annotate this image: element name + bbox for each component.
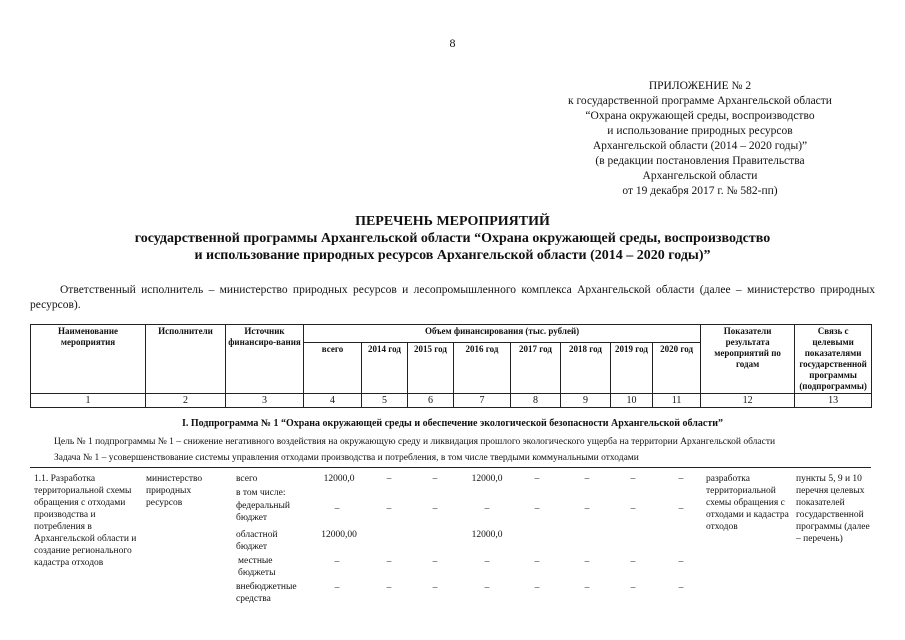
- header-result: Показатели результата мероприятий по годам: [701, 325, 795, 394]
- column-number: 10: [611, 394, 653, 408]
- header-source: Источник финансиро-вания: [226, 325, 304, 394]
- section-divider: [30, 467, 871, 468]
- source-label: федеральный бюджет: [236, 501, 290, 523]
- value-2020: –: [678, 583, 684, 593]
- header-executors: Исполнители: [146, 325, 226, 394]
- column-number: 9: [561, 394, 611, 408]
- item-link: пункты 5, 9 и 10 перечня целевых показателей государственной программы (далее – перечень): [796, 474, 870, 544]
- value-2018: –: [584, 474, 590, 484]
- column-number: 11: [653, 394, 701, 408]
- value-2018: –: [584, 583, 590, 593]
- value-total: –: [334, 504, 340, 514]
- value-2016: 12000,0: [471, 530, 503, 540]
- column-number: 7: [454, 394, 511, 408]
- column-number: 8: [511, 394, 561, 408]
- value-2016: –: [484, 504, 490, 514]
- appendix-line: (в редакции постановления Правительства: [595, 155, 805, 167]
- value-total: –: [334, 557, 340, 567]
- column-number: 13: [795, 394, 872, 408]
- column-number: 6: [408, 394, 454, 408]
- value-2016: –: [484, 557, 490, 567]
- value-2016: –: [484, 583, 490, 593]
- value-2019: –: [630, 557, 636, 567]
- header-name: Наименование мероприятия: [31, 325, 146, 394]
- header-year-2018: 2018 год: [561, 343, 611, 394]
- header-year-2015: 2015 год: [408, 343, 454, 394]
- header-link: Связь с целевыми показателями государственной программы (подпрограммы): [795, 325, 872, 394]
- header-year-2019: 2019 год: [611, 343, 653, 394]
- value-2020: –: [678, 504, 684, 514]
- value-2016: 12000,0: [471, 474, 503, 484]
- source-label: областной бюджет: [236, 530, 278, 552]
- value-2015: –: [432, 474, 438, 484]
- task-text: Задача № 1 – усовершенствование системы управления отходами производства и потребления, в том числе твердыми коммунальными отходами: [54, 453, 639, 463]
- value-2020: –: [678, 557, 684, 567]
- column-number: 4: [304, 394, 362, 408]
- value-2015: –: [432, 557, 438, 567]
- appendix-header: [500, 79, 900, 199]
- value-total: –: [334, 583, 340, 593]
- header-year-2017: 2017 год: [511, 343, 561, 394]
- document-title: [0, 213, 905, 264]
- header-year-2016: 2016 год: [454, 343, 511, 394]
- title-line-1: ПЕРЕЧЕНЬ МЕРОПРИЯТИЙ: [355, 214, 550, 229]
- activities-table: [30, 324, 872, 408]
- header-volume: Объем финансирования (тыс. рублей): [304, 325, 701, 343]
- value-2014: –: [386, 474, 392, 484]
- value-2017: –: [534, 557, 540, 567]
- value-total: 12000,0: [323, 474, 355, 484]
- appendix-line: и использование природных ресурсов: [607, 125, 793, 137]
- value-total: 12000,00: [321, 530, 357, 540]
- header-year-2014: 2014 год: [362, 343, 408, 394]
- header-total: всего: [304, 343, 362, 394]
- value-2015: –: [432, 504, 438, 514]
- value-2014: –: [386, 504, 392, 514]
- value-2019: –: [630, 474, 636, 484]
- appendix-line: ПРИЛОЖЕНИЕ № 2: [648, 80, 752, 92]
- value-2017: –: [534, 504, 540, 514]
- item-executor: министерство природных ресурсов: [146, 474, 203, 508]
- item-name: 1.1. Разработка территориальной схемы обращения с отходами производства и потребления в Архангельской области и создание регионального кадастра отходов: [34, 474, 137, 568]
- value-2020: –: [678, 474, 684, 484]
- value-2019: –: [630, 504, 636, 514]
- column-number: 2: [146, 394, 226, 408]
- appendix-line: “Охрана окружающей среды, воспроизводство: [585, 110, 815, 122]
- value-2019: –: [630, 583, 636, 593]
- appendix-line: от 19 декабря 2017 г. № 582-пп): [622, 185, 778, 197]
- item-result: разработка территориальной схемы обращения с отходами и кадастра отходов: [706, 474, 789, 532]
- title-line-2: государственной программы Архангельской области “Охрана окружающей среды, воспроизводство: [134, 231, 771, 246]
- source-label: внебюджетные средства: [236, 582, 297, 604]
- source-label: местные бюджеты: [238, 556, 276, 578]
- value-2018: –: [584, 557, 590, 567]
- column-number: 12: [701, 394, 795, 408]
- value-2015: –: [432, 583, 438, 593]
- value-2014: –: [386, 557, 392, 567]
- value-2017: –: [534, 474, 540, 484]
- appendix-line: к государственной программе Архангельской области: [568, 95, 832, 107]
- column-number: 3: [226, 394, 304, 408]
- column-number: 5: [362, 394, 408, 408]
- value-2018: –: [584, 504, 590, 514]
- column-number: 1: [31, 394, 146, 408]
- subprogram-heading: I. Подпрограмма № 1 “Охрана окружающей среды и обеспечение экологической безопасности Архангельской области”: [181, 418, 724, 429]
- appendix-line: Архангельской области (2014 – 2020 годы)”: [592, 140, 808, 152]
- goal-text: Цель № 1 подпрограммы № 1 – снижение негативного воздействия на окружающую среду и ликвидация прошлого экологического ущерба на территории Архангельской области: [54, 437, 776, 447]
- source-label: в том числе:: [236, 488, 286, 498]
- value-2017: –: [534, 583, 540, 593]
- source-label: всего: [236, 474, 258, 484]
- value-2014: –: [386, 583, 392, 593]
- intro-paragraph: Ответственный исполнитель – министерство природных ресурсов и лесопромышленного комплекса Архангельской области (далее – министерство природных ресурсов).: [30, 284, 875, 311]
- header-year-2020: 2020 год: [653, 343, 701, 394]
- title-line-3: и использование природных ресурсов Архангельской области (2014 – 2020 годы)”: [194, 248, 711, 263]
- page-number: 8: [449, 36, 456, 50]
- appendix-line: Архангельской области: [642, 170, 758, 182]
